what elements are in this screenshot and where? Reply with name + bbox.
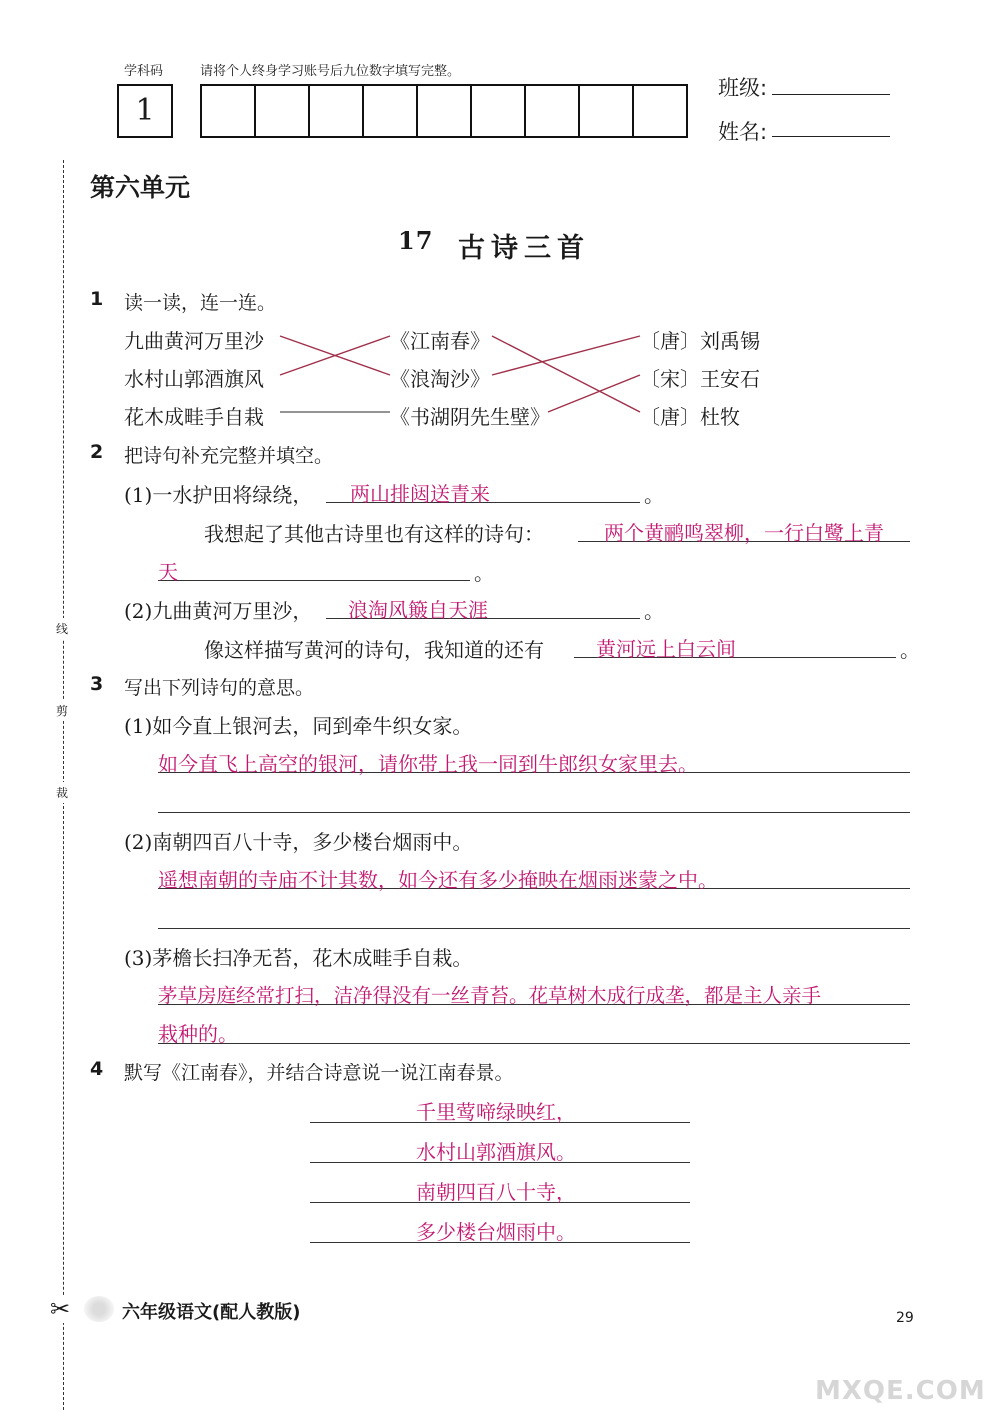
q2-end-2: 。: [474, 561, 494, 585]
name-label: 姓名:: [718, 120, 768, 144]
q4-line: 多少楼台烟雨中。: [416, 1220, 576, 1244]
question-2-prompt: 把诗句补充完整并填空。: [124, 445, 334, 467]
poem-line-left: 九曲黄河万里沙: [124, 329, 264, 353]
question-2-number: 2: [90, 441, 104, 463]
question-4-number: 4: [90, 1058, 104, 1080]
q2-end-4: 。: [900, 638, 920, 662]
subject-code-value: 1: [135, 93, 155, 128]
q2-answer-2b: 天: [158, 560, 178, 584]
q3-answer-1: 如今直飞上高空的银河，请你带上我一同到牛郎织女家里去。: [158, 752, 698, 776]
footer-book-title: 六年级语文(配人教版): [122, 1302, 301, 1323]
q3-answer-2-line-2[interactable]: [158, 904, 910, 929]
q3-answer-3-line-2[interactable]: [158, 1019, 910, 1044]
author-right: 〔宋〕王安石: [640, 367, 760, 391]
q2-end-3: 。: [644, 599, 664, 623]
poem-title-middle: 《浪淘沙》: [390, 367, 490, 391]
match-line: [492, 336, 640, 375]
watermark: MXQE.COM: [815, 1376, 986, 1406]
q2-end-1: 。: [644, 483, 664, 507]
poem-title-middle: 《江南春》: [390, 329, 490, 353]
q3-answer-3a: 茅草房庭经常打扫，洁净得没有一丝青苔。花草树木成行成垄，都是主人亲手: [158, 984, 822, 1007]
q2-answer-2a: 两个黄鹂鸣翠柳，一行白鹭上青: [604, 521, 884, 545]
question-3-prompt: 写出下列诗句的意思。: [124, 677, 315, 699]
poem-line-left: 水村山郭酒旗风: [124, 367, 264, 391]
q2-answer-3: 浪淘风簸自天涯: [348, 598, 488, 622]
q4-line: 千里莺啼绿映红，: [416, 1100, 576, 1124]
side-line-char: 线: [56, 618, 68, 639]
poem-line-left: 花木成畦手自栽: [124, 405, 264, 429]
q3-item-3: (3)茅檐长扫净无苔，花木成畦手自栽。: [124, 946, 473, 970]
match-line: [492, 336, 640, 412]
side-cut-char: 剪: [56, 700, 68, 721]
q2-sentence-2: 像这样描写黄河的诗句，我知道的还有: [204, 638, 544, 662]
question-3-number: 3: [90, 673, 104, 695]
q3-answer-1-line-2[interactable]: [158, 788, 910, 813]
q2-sentence-1: 我想起了其他古诗里也有这样的诗句：: [204, 522, 544, 546]
q3-answer-2: 遥想南朝的寺庙不计其数，如今还有多少掩映在烟雨迷蒙之中。: [158, 868, 718, 892]
page-number: 29: [896, 1310, 914, 1326]
q3-item-1: (1)如今直上银河去，同到牵牛织女家。: [124, 714, 473, 738]
question-4-prompt: 默写《江南春》，并结合诗意说一说江南春景。: [124, 1062, 514, 1084]
q2-answer-4: 黄河远上白云间: [596, 637, 736, 661]
scissors-icon: ✂: [50, 1295, 71, 1323]
class-label: 班级:: [718, 76, 768, 100]
q2-answer-1: 两山排闼送青来: [350, 482, 490, 506]
question-1-number: 1: [90, 288, 104, 310]
q4-line: 南朝四百八十寺，: [416, 1180, 576, 1204]
author-right: 〔唐〕杜牧: [640, 405, 740, 429]
subject-code-label: 学科码: [124, 64, 164, 79]
q4-line: 水村山郭酒旗风。: [416, 1140, 576, 1164]
q3-item-2: (2)南朝四百八十寺，多少楼台烟雨中。: [124, 830, 473, 854]
footer-badge-icon: [84, 1296, 114, 1322]
question-1-prompt: 读一读，连一连。: [124, 292, 277, 314]
q2-item-1: (1)一水护田将绿绕，: [124, 483, 313, 507]
author-right: 〔唐〕刘禹锡: [640, 329, 760, 353]
lesson-title: 古诗三首: [458, 233, 590, 264]
match-line: [548, 375, 640, 412]
side-trim-char: 裁: [56, 782, 68, 803]
q2-item-2: (2)九曲黄河万里沙，: [124, 599, 313, 623]
unit-title: 第六单元: [90, 173, 191, 202]
q2-answer-2b-field[interactable]: [158, 556, 470, 581]
lesson-number: 17: [398, 226, 434, 255]
account-instruction: 请将个人终身学习账号后九位数字填写完整。: [200, 64, 461, 79]
poem-title-middle: 《书湖阴先生壁》: [390, 405, 550, 429]
q3-answer-3b: 栽种的。: [158, 1022, 238, 1046]
matching-lines: [0, 0, 1000, 460]
